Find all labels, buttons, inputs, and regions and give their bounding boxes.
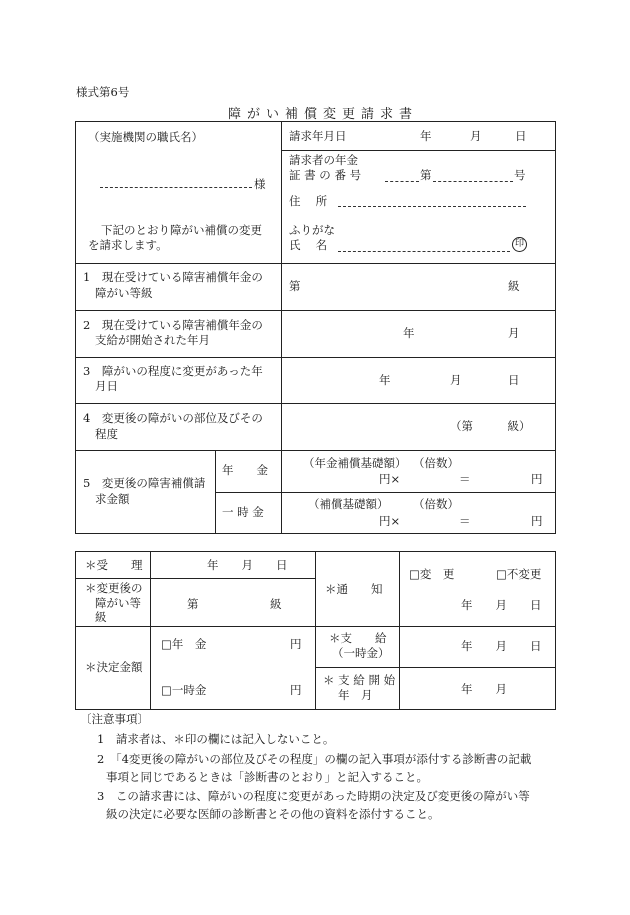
pension-equals: ＝	[459, 472, 471, 486]
office-receipt-date[interactable]: 年 月 日	[207, 558, 288, 572]
office-grade-label-2: 障がい等	[95, 596, 141, 610]
pension-label-1: 請求者の年金	[289, 153, 358, 167]
item5-label-2: 求金額	[95, 492, 130, 506]
note-2b: 事項と同じであるときは「診断書のとおり」と記入すること。	[106, 770, 428, 784]
item1-kyu: 級	[508, 279, 520, 293]
item2-label-2: 支給が開始された年月	[95, 333, 210, 347]
item4-value[interactable]: （第 級）	[450, 419, 531, 433]
notes-heading: 〔注意事項〕	[80, 712, 149, 726]
name-label: 氏 名	[289, 238, 328, 252]
item3-label-2: 月日	[95, 379, 118, 393]
office-start-label-1: ＊ 支 給 開 始	[323, 673, 396, 687]
request-text-2: を請求します。	[88, 238, 168, 252]
office-notice-date[interactable]: 年 月 日	[461, 598, 542, 612]
office-grade-label-3: 級	[95, 610, 107, 624]
office-payment-label-1: ＊支 給	[329, 631, 387, 645]
lump-yen-times[interactable]: 円×	[379, 514, 401, 528]
lump-yen[interactable]: 円	[531, 514, 543, 528]
note-1: 1 請求者は、＊印の欄には記入しないこと。	[97, 732, 335, 746]
office-change-checkbox[interactable]: □変 更	[409, 567, 455, 581]
lump-multiple-label: （倍数）	[413, 497, 459, 511]
sama-label: 様	[254, 177, 266, 191]
pension-label-2: 証 書 の 番 号	[289, 168, 362, 182]
office-decision-label: ＊決定金額	[85, 660, 143, 674]
note-3a: 3 この請求書には、障がいの程度に変更があった時期の決定及び変更後の障がい等	[97, 789, 530, 803]
pension-number-field[interactable]	[433, 181, 513, 182]
office-dec-lump-yen: 円	[290, 683, 302, 697]
lump-base-label: （補償基礎額）	[308, 497, 389, 511]
pension-yen-times[interactable]: 円×	[379, 472, 401, 486]
addressee-label: （実施機関の職氏名）	[88, 130, 203, 144]
item4-label-2: 程度	[95, 427, 118, 441]
address-label: 住 所	[289, 194, 328, 208]
office-grade-kyu: 級	[270, 597, 282, 611]
furigana-label: ふりがな	[289, 223, 335, 237]
request-date-year[interactable]: 年	[420, 129, 432, 143]
item1-label-1: 1 現在受けている障害補償年金の	[83, 270, 263, 284]
item3-month[interactable]: 月	[450, 373, 462, 387]
pension-dai: 第	[420, 168, 432, 182]
lump-equals: ＝	[459, 514, 471, 528]
addressee-field[interactable]	[100, 187, 252, 188]
item1-dai: 第	[289, 279, 301, 293]
office-receipt-label: ＊受 理	[85, 558, 143, 572]
office-grade-label-1: ＊変更後の	[85, 581, 143, 595]
item4-label-1: 4 変更後の障がいの部位及びその	[83, 411, 263, 425]
item2-year[interactable]: 年	[403, 326, 415, 340]
office-grade-dai: 第	[187, 597, 199, 611]
item1-label-2: 障がい等級	[95, 286, 153, 300]
item3-day[interactable]: 日	[508, 373, 520, 387]
request-text-1: 下記のとおり障がい補償の変更	[101, 223, 262, 237]
office-start-date[interactable]: 年 月	[461, 682, 507, 696]
item5-label-1: 5 変更後の障害補償請	[83, 476, 206, 490]
pension-base-label: （年金補償基礎額）	[303, 456, 407, 470]
address-field[interactable]	[338, 206, 526, 207]
request-date-day[interactable]: 日	[515, 129, 527, 143]
item2-month[interactable]: 月	[508, 326, 520, 340]
office-dec-pension-checkbox[interactable]: □年 金	[161, 637, 207, 651]
item3-label-1: 3 障がいの程度に変更があった年	[83, 364, 263, 378]
office-dec-lump-checkbox[interactable]: □一時金	[161, 683, 207, 697]
note-2a: 2 「4変更後の障がいの部位及びその程度」の欄の記入事項が添付する診断書の記載	[97, 752, 532, 766]
office-dec-pension-yen: 円	[290, 637, 302, 651]
pension-yen[interactable]: 円	[531, 472, 543, 486]
pension-gou: 号	[514, 168, 526, 182]
office-notice-label: ＊通 知	[325, 582, 383, 596]
item5-ichiji: 一 時 金	[222, 505, 264, 519]
form-number: 様式第6号	[76, 85, 130, 99]
request-date-month[interactable]: 月	[470, 129, 482, 143]
item2-label-1: 2 現在受けている障害補償年金の	[83, 318, 263, 332]
item3-year[interactable]: 年	[379, 373, 391, 387]
seal-icon: 印	[512, 237, 527, 252]
form-title: 障がい補償変更請求書	[228, 107, 419, 122]
request-date-label: 請求年月日	[289, 129, 347, 143]
office-payment-label-2: （一時金）	[332, 646, 390, 660]
pension-multiple-label: （倍数）	[413, 456, 459, 470]
item5-nenkin: 年 金	[222, 463, 268, 477]
note-3b: 級の決定に必要な医師の診断書とその他の資料を添付すること。	[106, 807, 440, 821]
office-start-label-2: 年 月	[338, 688, 373, 702]
office-no-change-checkbox[interactable]: □不変更	[496, 567, 542, 581]
office-payment-date[interactable]: 年 月 日	[461, 639, 542, 653]
name-field[interactable]	[338, 251, 510, 252]
